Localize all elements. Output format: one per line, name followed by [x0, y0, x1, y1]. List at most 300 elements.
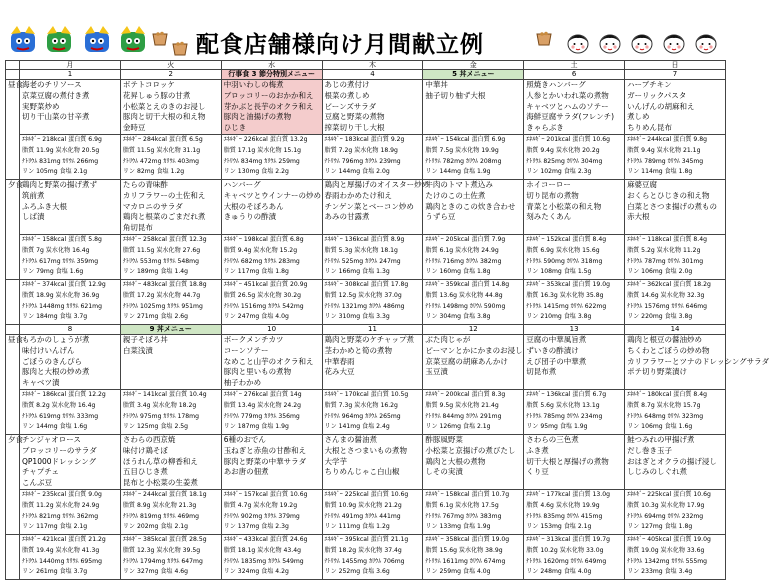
dish-name: 酢豚風野菜 — [425, 434, 463, 444]
date-cell: 13 — [524, 324, 625, 334]
dish-cell — [221, 80, 322, 135]
nutrition-line: ﾅﾄﾘｳﾑ 682mg ｶﾘｳﾑ 283mg — [223, 257, 300, 265]
nutrition-line: リン 248mg 食塩 4.0g — [526, 568, 592, 576]
nutrition-line: ｴﾈﾙｷﾞｰ 358kcal 蛋白質 19.0g — [425, 535, 510, 543]
nutrition-line: 脂質 5.6g 炭水化物 13.1g — [526, 401, 600, 409]
dish-name: 中羽いわしの梅煮 — [223, 80, 284, 89]
bean-box-icon — [152, 30, 168, 46]
nutrition-line: リン 106mg 食塩 2.0g — [627, 268, 693, 276]
nutrition-line: リン 105mg 食塩 2.1g — [22, 168, 88, 176]
nutrition-line: リン 114mg 食塩 1.8g — [627, 168, 693, 176]
nutrition-cell — [20, 134, 121, 179]
nutrition-line: 脂質 8.7g 炭水化物 15.7g — [627, 401, 701, 409]
date-cell: 9 丼メニュー — [120, 324, 221, 334]
dish-name: ハーブチキン — [627, 80, 672, 89]
nutrition-line: リン 189mg 食塩 1.4g — [122, 268, 189, 276]
nutrition-line: リン 233mg 食塩 3.4g — [627, 568, 693, 576]
nutrition-cell — [221, 134, 322, 179]
dish-cell — [221, 179, 322, 234]
dish-name: あお唐の佃煮 — [223, 467, 269, 477]
nutrition-line: リン 130mg 食塩 2.2g — [223, 168, 289, 176]
nutrition-line: ﾅﾄﾘｳﾑ 1448mg ｶﾘｳﾑ 621mg — [22, 302, 102, 310]
nutrition-line: ｴﾈﾙｷﾞｰ 198kcal 蛋白質 6.8g — [223, 235, 304, 243]
dinner-nutrition-row — [6, 234, 726, 279]
nutrition-line: リン 166mg 食塩 1.3g — [324, 268, 390, 276]
dish-name: 実野菜炒め — [22, 101, 60, 111]
day-header: 水 — [221, 61, 322, 70]
nutrition-line: ﾅﾄﾘｳﾑ 1576mg ｶﾘｳﾑ 646mg — [627, 302, 708, 310]
dish-name: 京菜豆腐の煮付き煮 — [22, 90, 90, 100]
date-cell: 6 — [524, 70, 625, 80]
nutrition-line: リン 252mg 食塩 3.6g — [324, 568, 390, 576]
dish-name: 筑前煮 — [22, 190, 45, 200]
nutrition-line: ﾅﾄﾘｳﾑ 1440mg ｶﾘｳﾑ 695mg — [22, 557, 102, 565]
dish-name: 切昆布煮 — [526, 367, 557, 377]
nutrition-line: 脂質 11.2g 炭水化物 24.9g — [22, 501, 100, 509]
nutrition-line: 脂質 6.1g 炭水化物 24.9g — [425, 246, 499, 254]
nutrition-line: ﾅﾄﾘｳﾑ 525mg ｶﾘｳﾑ 247mg — [324, 257, 401, 265]
dinner-dish-row — [6, 179, 726, 234]
nutrition-line: ﾅﾄﾘｳﾑ 821mg ｶﾘｳﾑ 362mg — [22, 512, 99, 520]
nutrition-line: 脂質 19.4g 炭水化物 41.3g — [22, 546, 100, 554]
nutrition-line: ｴﾈﾙｷﾞｰ 433kcal 蛋白質 24.6g — [223, 535, 308, 543]
header — [0, 0, 730, 60]
nutrition-line: リン 160mg 食塩 1.8g — [425, 268, 491, 276]
lunch-nutrition-row — [6, 134, 726, 179]
nutrition-line: ﾅﾄﾘｳﾑ 1342mg ｶﾘｳﾑ 555mg — [627, 557, 708, 565]
nutrition-line: 脂質 13.6g 炭水化物 44.8g — [425, 291, 503, 299]
dish-name: 花み大豆 — [324, 367, 355, 377]
dish-name: 角切昆布 — [122, 223, 153, 233]
nutrition-line: リン 79mg 食塩 1.6g — [22, 268, 84, 276]
dish-name: 海老のチリソース — [22, 80, 82, 89]
nutrition-line: ﾅﾄﾘｳﾑ 785mg ｶﾘｳﾑ 234mg — [526, 412, 603, 420]
dish-name: 海鮮豆腐サラダ(フレンチ) — [526, 112, 615, 122]
dish-name: 根菜の煮しめ — [324, 90, 370, 100]
page-title: 配食店舗様向け月間献立例 — [196, 32, 484, 58]
nutrition-line: リン 144mg 食塩 1.6g — [22, 423, 88, 431]
nutrition-cell — [20, 389, 121, 434]
meal-slot-label: 昼食 — [6, 334, 20, 434]
dish-name: さわらの三色煮 — [526, 434, 579, 444]
dish-name: 鶏肉と厚揚げのオイスター炒め — [324, 179, 430, 189]
dish-name: 豚肉と切干大根の和え物 — [122, 112, 206, 122]
nutrition-line: ﾅﾄﾘｳﾑ 834mg ｶﾘｳﾑ 259mg — [223, 157, 300, 165]
nutrition-line: ﾅﾄﾘｳﾑ 1794mg ｶﾘｳﾑ 647mg — [122, 557, 203, 565]
dish-cell — [322, 179, 430, 234]
nutrition-line: リン 304mg 食塩 3.8g — [425, 313, 491, 321]
nutrition-line: 脂質 6.9g 炭水化物 15.6g — [526, 246, 600, 254]
meal-slot-label: 夕食 — [6, 179, 20, 279]
dish-name: 搾菜切り干し大根 — [324, 123, 385, 133]
nutrition-line: 脂質 16.3g 炭水化物 35.8g — [526, 291, 604, 299]
nutrition-line: ﾅﾄﾘｳﾑ 590mg ｶﾘｳﾑ 318mg — [526, 257, 603, 265]
nutrition-line: リン 144mg 食塩 1.9g — [425, 168, 491, 176]
nutrition-line: ｴﾈﾙｷﾞｰ 183kcal 蛋白質 9.2g — [324, 135, 405, 143]
nutrition-line: ﾅﾄﾘｳﾑ 1498mg ｶﾘｳﾑ 590mg — [425, 302, 506, 310]
date-cell: 行事食 3 節分特別メニュー — [221, 70, 322, 80]
dish-name: 切り干山菜の甘辛煮 — [22, 112, 90, 122]
nutrition-line: ﾅﾄﾘｳﾑ 1321mg ｶﾘｳﾑ 486mg — [324, 302, 405, 310]
day-header: 火 — [120, 61, 221, 70]
nutrition-line: 脂質 7g 炭水化物 16.4g — [22, 246, 90, 254]
nutrition-line: ﾅﾄﾘｳﾑ 819mg ｶﾘｳﾑ 469mg — [122, 512, 199, 520]
dish-name: 金時豆 — [122, 123, 146, 133]
dish-name: 花昇しゅう豚の甘煮 — [122, 90, 191, 100]
dish-name: 切り昆布の煮物 — [526, 190, 579, 200]
date-cell: 5 丼メニュー — [423, 70, 524, 80]
nutrition-line: ｴﾈﾙｷﾞｰ 451kcal 蛋白質 20.9g — [223, 280, 308, 288]
nutrition-line: 脂質 7.5g 炭水化物 19.9g — [425, 146, 499, 154]
dish-name: ピーマンとかにかまのお浸し — [425, 345, 523, 355]
dish-name: おくらとひじきの和え物 — [627, 190, 710, 200]
day-header: 日 — [625, 61, 726, 70]
dish-cell — [625, 179, 726, 234]
dish-name: ひじき — [223, 123, 247, 133]
nutrition-line: ｴﾈﾙｷﾞｰ 154kcal 蛋白質 6.9g — [425, 135, 506, 143]
date-cell: 8 — [20, 324, 121, 334]
dish-name: 豚肉と大根の炒め煮 — [22, 367, 90, 377]
nutrition-line: ｴﾈﾙｷﾞｰ 158kcal 蛋白質 5.8g — [22, 235, 102, 243]
dish-name: 春雨わかめたけ和え — [324, 190, 393, 200]
dish-cell — [524, 80, 625, 135]
dish-name: QP1000ドレッシング — [22, 456, 97, 466]
dish-name: 豚肉と里いもの煮物 — [223, 367, 292, 377]
nutrition-line: ｴﾈﾙｷﾞｰ 258kcal 蛋白質 12.3g — [122, 235, 207, 243]
dinner-nutrition-row — [6, 489, 726, 534]
nutrition-line: ﾅﾄﾘｳﾑ 831mg ｶﾘｳﾑ 266mg — [22, 157, 99, 165]
nutrition-cell — [524, 134, 625, 179]
nutrition-line: ﾅﾄﾘｳﾑ 975mg ｶﾘｳﾑ 178mg — [122, 412, 199, 420]
dish-name: いんげんの胡麻和え — [627, 101, 695, 111]
dish-name: ビーンズサラダ — [324, 101, 377, 111]
nutrition-cell — [221, 489, 322, 534]
date-row — [6, 70, 726, 80]
dish-name: 中華丼 — [425, 80, 448, 89]
nutrition-line: 脂質 26.5g 炭水化物 30.2g — [223, 291, 301, 299]
meal-slot-label: 夕食 — [6, 434, 20, 534]
date-row — [6, 324, 726, 334]
nutrition-line: リン 261mg 食塩 3.7g — [22, 568, 88, 576]
nutrition-cell — [120, 134, 221, 179]
nutrition-line: ｴﾈﾙｷﾞｰ 235kcal 蛋白質 9.0g — [22, 490, 102, 498]
nutrition-line: ｴﾈﾙｷﾞｰ 353kcal 蛋白質 19.0g — [526, 280, 610, 288]
dish-name: ちりめんじゃこ白山椒 — [324, 467, 400, 477]
dish-name: 豚肉と野菜の中華サラダ — [223, 456, 307, 466]
dish-name: しじみのしぐれ煮 — [627, 467, 688, 477]
nutrition-line: リン 126mg 食塩 2.1g — [425, 423, 491, 431]
nutrition-line: ﾅﾄﾘｳﾑ 1620mg ｶﾘｳﾑ 649mg — [526, 557, 607, 565]
nutrition-line: ｴﾈﾙｷﾞｰ 157kcal 蛋白質 10.6g — [223, 490, 308, 498]
nutrition-line: 脂質 19.0g 炭水化物 33.6g — [627, 546, 705, 554]
dish-name: たらの青味酢 — [122, 179, 168, 189]
nutrition-line: リン 324mg 食塩 4.2g — [223, 568, 289, 576]
dish-name: ブロッコリーのおかか和え — [223, 90, 314, 100]
lunch-dish-row — [6, 334, 726, 389]
dish-name: 照焼きハンバーグ — [526, 80, 586, 89]
date-cell: 4 — [322, 70, 423, 80]
nutrition-line: ｴﾈﾙｷﾞｰ 141kcal 蛋白質 10.4g — [122, 390, 207, 398]
nutrition-line: リン 153mg 食塩 2.1g — [526, 523, 592, 531]
dish-name: だし巻き玉子 — [627, 445, 673, 455]
dish-name: キャベツとウインナーの炒め — [223, 190, 321, 200]
dish-name: くり豆 — [526, 467, 549, 477]
dish-name: チンゲン菜とベーコン炒め — [324, 201, 414, 211]
nutrition-line: ﾅﾄﾘｳﾑ 779mg ｶﾘｳﾑ 356mg — [223, 412, 300, 420]
nutrition-line: 脂質 9.4g 炭水化物 15.2g — [223, 246, 298, 254]
nutrition-line: ｴﾈﾙｷﾞｰ 218kcal 蛋白質 6.9g — [22, 135, 102, 143]
nutrition-line: リン 125mg 食塩 2.5g — [122, 423, 189, 431]
nutrition-line: ｴﾈﾙｷﾞｰ 177kcal 蛋白質 13.0g — [526, 490, 610, 498]
dish-name: 茎わかめと筍の煮物 — [324, 345, 393, 355]
nutrition-line: リン 117mg 食塩 1.8g — [223, 268, 289, 276]
dish-name: さわらの西京焼 — [122, 434, 176, 444]
dish-cell — [20, 80, 121, 135]
nutrition-line: ｴﾈﾙｷﾞｰ 395kcal 蛋白質 21.1g — [324, 535, 409, 543]
dish-name: きゃらぶき — [526, 123, 564, 133]
dish-name: あみの甘露煮 — [324, 212, 370, 222]
nutrition-line: リン 95mg 食塩 1.9g — [526, 423, 588, 431]
slot-spacer — [6, 534, 20, 579]
dish-name: ほうれん草の柳香和え — [122, 456, 198, 466]
dish-name: チャプチェ — [22, 467, 60, 477]
corner-cell — [6, 61, 20, 70]
day-total-row — [6, 534, 726, 579]
dish-name: 大学芋 — [324, 456, 348, 466]
day-total-cell — [524, 279, 625, 324]
nutrition-line: ｴﾈﾙｷﾞｰ 284kcal 蛋白質 6.5g — [122, 135, 203, 143]
nutrition-line: 脂質 11.9g 炭水化物 20.5g — [22, 146, 100, 154]
day-total-cell — [20, 279, 121, 324]
oni-green-icon — [44, 24, 74, 54]
nutrition-line: ﾅﾄﾘｳﾑ 491mg ｶﾘｳﾑ 441mg — [324, 512, 401, 520]
nutrition-line: リン 137mg 食塩 2.3g — [223, 523, 289, 531]
nutrition-line: 脂質 12.3g 炭水化物 39.5g — [122, 546, 201, 554]
date-cell: 7 — [625, 70, 726, 80]
otafuku-face-icon — [597, 30, 623, 54]
nutrition-line: 脂質 10.9g 炭水化物 21.2g — [324, 501, 402, 509]
dish-name: 玉ねぎと赤魚の甘酢和え — [223, 445, 307, 455]
dish-cell — [524, 334, 625, 389]
nutrition-line: 脂質 9.4g 炭水化物 20.2g — [526, 146, 600, 154]
dish-name: カリフラワーの土佐和え — [122, 190, 206, 200]
day-total-cell — [120, 279, 221, 324]
nutrition-line: 脂質 14.6g 炭水化物 32.3g — [627, 291, 705, 299]
nutrition-line: ﾅﾄﾘｳﾑ 617mg ｶﾘｳﾑ 359mg — [22, 257, 99, 265]
nutrition-cell — [423, 134, 524, 179]
nutrition-cell — [625, 389, 726, 434]
nutrition-line: 脂質 9.5g 炭水化物 21.4g — [425, 401, 499, 409]
dish-name: ホイコーロー — [526, 179, 571, 189]
dish-name: ハンバーグ — [223, 179, 261, 189]
dish-cell — [625, 434, 726, 489]
nutrition-line: リン 108mg 食塩 1.5g — [526, 268, 592, 276]
dish-name: 鶏肉ときのこの炊き合わせ — [425, 201, 516, 211]
nutrition-line: ﾅﾄﾘｳﾑ 1835mg ｶﾘｳﾑ 549mg — [223, 557, 304, 565]
dish-name: 親子そぼろ丼 — [122, 334, 168, 344]
dish-name: ガーリックパスタ — [627, 90, 687, 100]
date-cell: 14 — [625, 324, 726, 334]
nutrition-cell — [423, 234, 524, 279]
nutrition-cell — [423, 389, 524, 434]
nutrition-line: ﾅﾄﾘｳﾑ 694mg ｶﾘｳﾑ 232mg — [627, 512, 704, 520]
day-header-row — [6, 61, 726, 70]
lunch-nutrition-row — [6, 389, 726, 434]
dish-name: 刻みたくあん — [526, 212, 572, 222]
dish-name: ブロッコリーのサラダ — [22, 445, 97, 455]
dish-cell — [322, 334, 423, 389]
nutrition-cell — [322, 389, 423, 434]
nutrition-cell — [120, 234, 221, 279]
dish-name: 小松菜とえのきのお浸し — [122, 101, 206, 111]
nutrition-line: ｴﾈﾙｷﾞｰ 152kcal 蛋白質 8.4g — [526, 235, 607, 243]
nutrition-line: ｴﾈﾙｷﾞｰ 226kcal 蛋白質 13.2g — [223, 135, 308, 143]
day-total-cell — [221, 534, 322, 579]
dish-cell — [20, 334, 121, 389]
dish-name: 豆腐の中華風旨煮 — [526, 334, 587, 344]
nutrition-line: ｴﾈﾙｷﾞｰ 276kcal 蛋白質 14g — [223, 390, 302, 398]
nutrition-cell — [322, 234, 423, 279]
nutrition-line: ﾅﾄﾘｳﾑ 553mg ｶﾘｳﾑ 548mg — [122, 257, 199, 265]
nutrition-line: リン 144mg 食塩 2.0g — [324, 168, 390, 176]
dish-name: 五目ひじき煮 — [122, 467, 168, 477]
nutrition-line: 脂質 12.5g 炭水化物 37.0g — [324, 291, 402, 299]
nutrition-cell — [524, 389, 625, 434]
day-total-cell — [120, 534, 221, 579]
dish-cell — [423, 179, 524, 234]
nutrition-cell — [322, 134, 423, 179]
day-total-cell — [322, 279, 423, 324]
nutrition-line: 脂質 13.4g 炭水化物 24.2g — [223, 401, 301, 409]
bean-box-icon — [536, 30, 552, 46]
nutrition-line: ｴﾈﾙｷﾞｰ 359kcal 蛋白質 14.8g — [425, 280, 510, 288]
nutrition-line: ｴﾈﾙｷﾞｰ 180kcal 蛋白質 8.4g — [627, 390, 707, 398]
nutrition-line: ｴﾈﾙｷﾞｰ 200kcal 蛋白質 8.3g — [425, 390, 506, 398]
nutrition-line: リン 102mg 食塩 2.3g — [526, 168, 592, 176]
dish-name: 大根のそぼろあん — [223, 201, 284, 211]
dish-name: 人参とかいわれ菜の煮物 — [526, 90, 609, 100]
dish-name: 白菜浅漬 — [122, 345, 153, 355]
nutrition-cell — [423, 489, 524, 534]
dish-name: 煮しめ — [627, 112, 650, 122]
nutrition-line: ﾅﾄﾘｳﾑ 1516mg ｶﾘｳﾑ 542mg — [223, 302, 304, 310]
nutrition-line: 脂質 11.5g 炭水化物 27.6g — [122, 246, 201, 254]
dish-name: 鶏肉と野菜の揚げ煮ず — [22, 179, 97, 189]
nutrition-line: 脂質 8.9g 炭水化物 21.3g — [122, 501, 197, 509]
nutrition-line: ｴﾈﾙｷﾞｰ 362kcal 蛋白質 18.2g — [627, 280, 711, 288]
date-cell: 10 — [221, 324, 322, 334]
dish-cell — [120, 334, 221, 389]
nutrition-line: 脂質 5.3g 炭水化物 18.1g — [324, 246, 398, 254]
nutrition-line: リン 247mg 食塩 4.0g — [223, 313, 289, 321]
nutrition-line: 脂質 4.7g 炭水化物 19.2g — [223, 501, 298, 509]
nutrition-cell — [221, 389, 322, 434]
dish-cell — [524, 434, 625, 489]
nutrition-line: 脂質 17.2g 炭水化物 44.7g — [122, 291, 201, 299]
nutrition-line: リン 327mg 食塩 4.6g — [122, 568, 189, 576]
dish-name: なめこと山芋のオクラ和え — [223, 356, 314, 366]
nutrition-line: 脂質 18.2g 炭水化物 37.4g — [324, 546, 402, 554]
nutrition-cell — [524, 489, 625, 534]
nutrition-cell — [625, 134, 726, 179]
dish-name: しば漬 — [22, 212, 45, 222]
nutrition-line: 脂質 3.4g 炭水化物 18.2g — [122, 401, 197, 409]
nutrition-line: ﾅﾄﾘｳﾑ 767mg ｶﾘｳﾑ 383mg — [425, 512, 502, 520]
dish-name: ボークメンチカツ — [223, 334, 284, 344]
nutrition-line: ｴﾈﾙｷﾞｰ 313kcal 蛋白質 19.7g — [526, 535, 610, 543]
nutrition-line: ﾅﾄﾘｳﾑ 844mg ｶﾘｳﾑ 291mg — [425, 412, 502, 420]
dish-name: 白菜とさつま揚げの煮もの — [627, 201, 718, 211]
nutrition-line: ﾅﾄﾘｳﾑ 648mg ｶﾘｳﾑ 323mg — [627, 412, 704, 420]
day-total-cell — [423, 534, 524, 579]
nutrition-line: リン 133mg 食塩 1.9g — [425, 523, 491, 531]
day-header: 木 — [322, 61, 423, 70]
day-total-cell — [524, 534, 625, 579]
nutrition-line: ﾅﾄﾘｳﾑ 964mg ｶﾘｳﾑ 265mg — [324, 412, 401, 420]
nutrition-line: 脂質 11.5g 炭水化物 31.1g — [122, 146, 201, 154]
nutrition-cell — [625, 234, 726, 279]
nutrition-line: リン 111mg 食塩 1.2g — [324, 523, 390, 531]
dish-name: 京菜豆腐の胡麻あんかけ — [425, 356, 508, 366]
nutrition-line: 脂質 17.1g 炭水化物 15.1g — [223, 146, 301, 154]
dish-name: ちりめん昆布 — [627, 123, 673, 133]
day-total-cell — [625, 279, 726, 324]
dish-cell — [423, 434, 524, 489]
dish-cell — [120, 179, 221, 234]
nutrition-line: ﾅﾄﾘｳﾑ 789mg ｶﾘｳﾑ 345mg — [627, 157, 704, 165]
nutrition-line: ﾅﾄﾘｳﾑ 1455mg ｶﾘｳﾑ 706mg — [324, 557, 405, 565]
nutrition-line: ｴﾈﾙｷﾞｰ 118kcal 蛋白質 8.4g — [627, 235, 707, 243]
dish-name: うずら豆 — [425, 212, 456, 222]
dish-name: 鶏肉と大根の煮物 — [425, 456, 486, 466]
dish-name: 牛肉のトマト煮込み — [425, 179, 493, 189]
day-total-cell — [221, 279, 322, 324]
dinner-dish-row — [6, 434, 726, 489]
nutrition-line: ﾅﾄﾘｳﾑ 716mg ｶﾘｳﾑ 382mg — [425, 257, 502, 265]
nutrition-line: 脂質 9.4g 炭水化物 21.1g — [627, 146, 701, 154]
day-header: 金 — [423, 61, 524, 70]
dish-name: 麻婆豆腐 — [627, 179, 658, 189]
day-total-cell — [322, 534, 423, 579]
nutrition-line: リン 127mg 食塩 1.8g — [627, 523, 693, 531]
dish-name: 鶏肉と根豆の醤油炒め — [627, 334, 703, 344]
nutrition-line: リン 117mg 食塩 2.1g — [22, 523, 88, 531]
nutrition-line: 脂質 7.3g 炭水化物 16.2g — [324, 401, 398, 409]
nutrition-line: ﾅﾄﾘｳﾑ 1025mg ｶﾘｳﾑ 951mg — [122, 302, 203, 310]
dish-cell — [20, 179, 121, 234]
day-header: 月 — [20, 61, 121, 70]
nutrition-line: ｴﾈﾙｷﾞｰ 136kcal 蛋白質 6.7g — [526, 390, 607, 398]
date-cell: 11 — [322, 324, 423, 334]
date-cell: 1 — [20, 70, 121, 80]
nutrition-line: リン 220mg 食塩 3.8g — [627, 313, 693, 321]
nutrition-line: ﾅﾄﾘｳﾑ 787mg ｶﾘｳﾑ 301mg — [627, 257, 704, 265]
nutrition-line: リン 271mg 食塩 2.6g — [122, 313, 189, 321]
dish-cell — [221, 434, 322, 489]
slot-spacer — [6, 324, 20, 334]
day-total-cell — [423, 279, 524, 324]
menu-table — [5, 60, 769, 580]
dish-name: こんぶ豆 — [22, 478, 52, 488]
nutrition-cell — [322, 489, 423, 534]
day-total-row — [6, 279, 726, 324]
nutrition-line: ｴﾈﾙｷﾞｰ 225kcal 蛋白質 10.6g — [324, 490, 409, 498]
dish-name: 鮭つみれの甲揚げ煮 — [627, 434, 695, 444]
nutrition-line: 脂質 6.1g 炭水化物 17.5g — [425, 501, 499, 509]
dish-name: ふき煮 — [526, 445, 549, 455]
nutrition-cell — [20, 489, 121, 534]
nutrition-line: ﾅﾄﾘｳﾑ 825mg ｶﾘｳﾑ 304mg — [526, 157, 603, 165]
